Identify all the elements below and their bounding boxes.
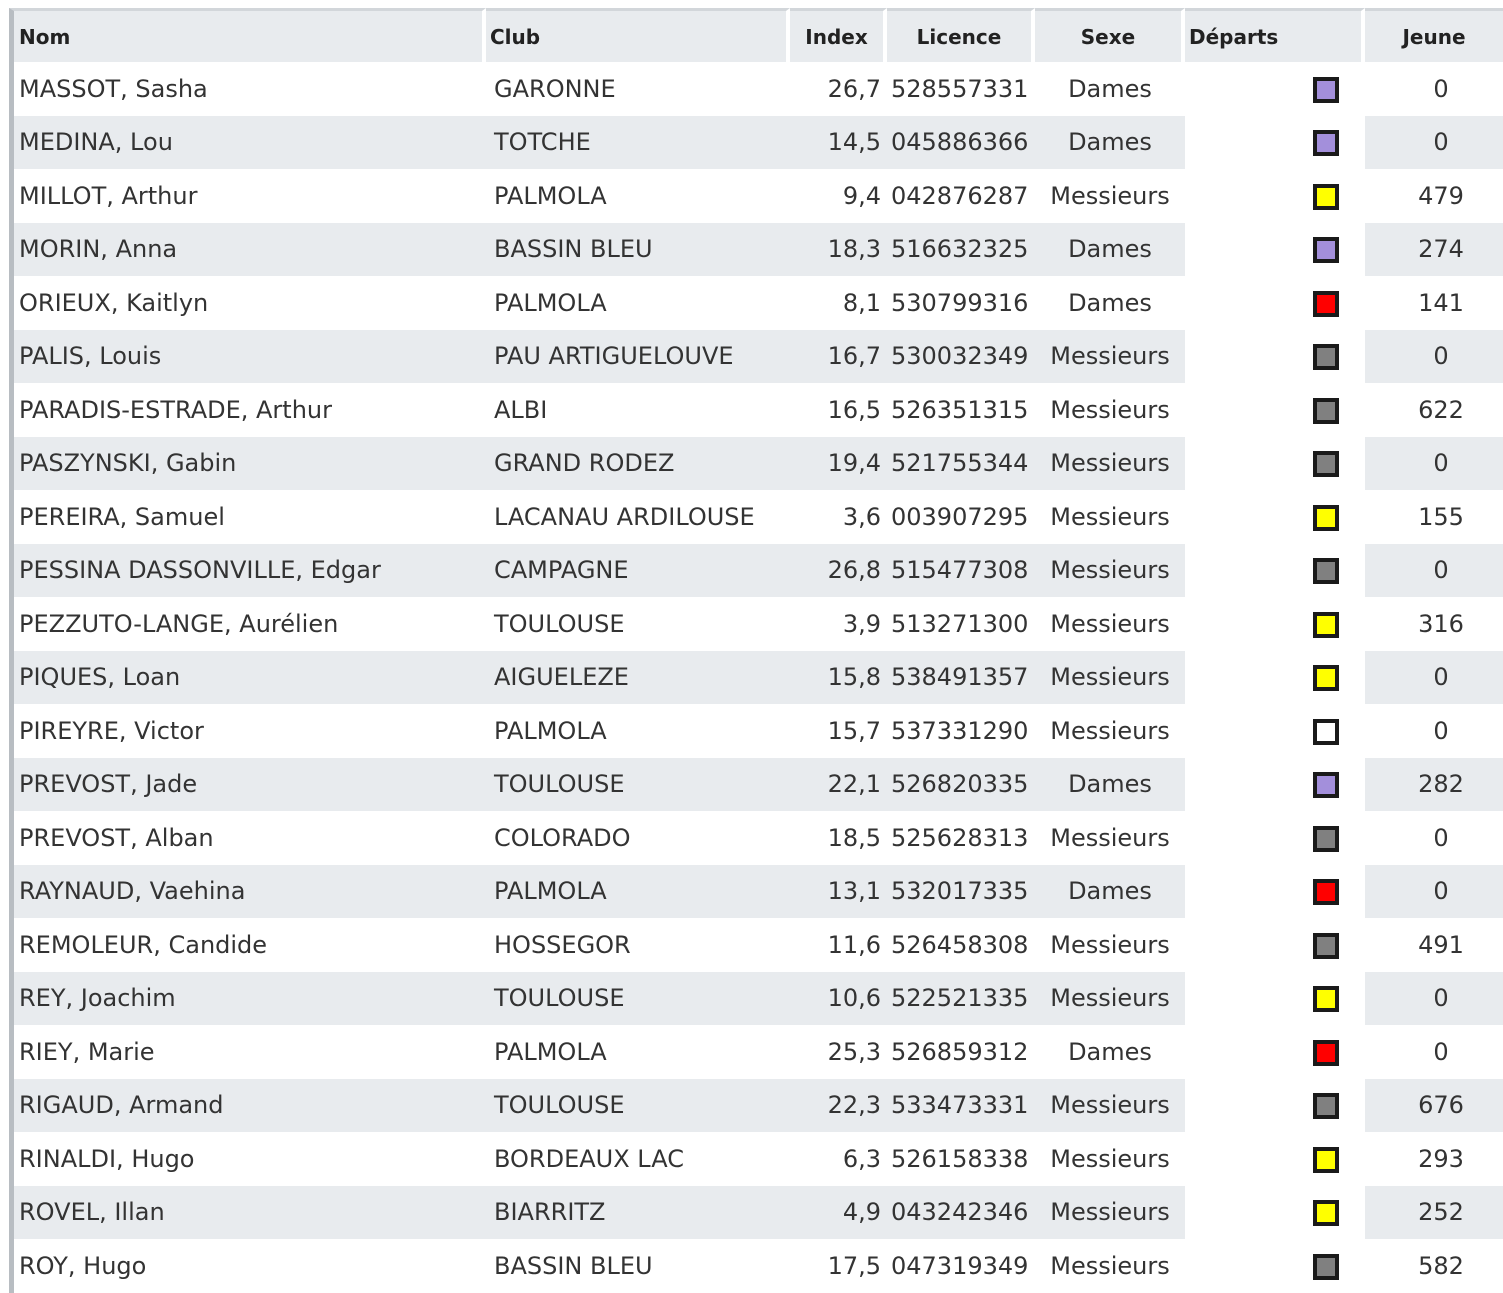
player-licence: 528557331 [891, 74, 1029, 103]
player-licence: 003907295 [891, 502, 1029, 531]
column-header-nom[interactable]: Nom [9, 8, 486, 62]
player-name: MORIN, Anna [9, 223, 486, 277]
player-club: PALMOLA [494, 181, 607, 210]
column-header-index[interactable]: Index [790, 8, 887, 62]
player-index: 22,3 [790, 1079, 887, 1133]
player-jeune: 0 [1365, 437, 1503, 491]
player-club: GARONNE [494, 74, 616, 103]
player-name: RAYNAUD, Vaehina [9, 865, 486, 919]
player-index: 17,5 [827, 1251, 881, 1280]
player-club: TOULOUSE [486, 972, 790, 1026]
players-table-container [9, 8, 1503, 1293]
player-sexe: Messieurs [1050, 181, 1170, 210]
player-depart [1185, 1079, 1365, 1133]
tee-color-swatch [1313, 1147, 1339, 1173]
player-licence: 516632325 [887, 223, 1035, 277]
table-body [9, 62, 1503, 1293]
player-sexe: Messieurs [1050, 823, 1170, 852]
player-index: 16,7 [790, 330, 887, 384]
player-name: RINALDI, Hugo [9, 1132, 486, 1186]
player-licence: 042876287 [891, 181, 1029, 210]
tee-color-swatch [1313, 612, 1339, 638]
player-jeune: 0 [1365, 865, 1503, 919]
player-club: PALMOLA [486, 865, 790, 919]
player-index: 15,8 [790, 651, 887, 705]
table-row[interactable] [9, 116, 1503, 170]
tee-color-swatch [1313, 451, 1339, 477]
player-index: 18,5 [827, 823, 881, 852]
player-depart [1185, 1025, 1365, 1079]
player-index: 6,3 [842, 1144, 881, 1173]
player-licence: 538491357 [887, 651, 1035, 705]
player-name: MASSOT, Sasha [9, 62, 486, 116]
player-club: CAMPAGNE [486, 544, 790, 598]
player-jeune: 274 [1365, 223, 1503, 277]
column-header-departs[interactable]: Départs [1185, 8, 1365, 62]
player-index: 3,6 [842, 502, 881, 531]
player-sexe: Messieurs [1035, 1079, 1185, 1133]
player-name: REMOLEUR, Candide [9, 918, 486, 972]
player-sexe: Dames [1068, 288, 1152, 317]
player-depart [1185, 918, 1365, 972]
player-licence: 043242346 [887, 1186, 1035, 1240]
players-table [9, 8, 1503, 1293]
player-depart [1185, 1239, 1365, 1293]
player-club: TOULOUSE [486, 1079, 790, 1133]
player-licence: 532017335 [887, 865, 1035, 919]
player-depart [1185, 490, 1365, 544]
player-jeune: 479 [1418, 181, 1464, 210]
player-club: BASSIN BLEU [486, 223, 790, 277]
player-sexe: Dames [1035, 758, 1185, 812]
player-sexe: Dames [1035, 223, 1185, 277]
player-sexe: Messieurs [1035, 330, 1185, 384]
tee-color-swatch [1313, 1040, 1339, 1066]
tee-color-swatch [1313, 826, 1339, 852]
player-jeune: 252 [1365, 1186, 1503, 1240]
player-jeune: 0 [1365, 544, 1503, 598]
player-licence: 530799316 [891, 288, 1029, 317]
player-sexe: Dames [1068, 1037, 1152, 1066]
player-club: BORDEAUX LAC [494, 1144, 684, 1173]
player-index: 14,5 [790, 116, 887, 170]
player-depart [1185, 651, 1365, 705]
player-depart [1185, 330, 1365, 384]
player-jeune: 0 [1433, 716, 1449, 745]
player-licence: 526158338 [891, 1144, 1029, 1173]
player-name: PEREIRA, Samuel [9, 490, 486, 544]
player-depart [1185, 116, 1365, 170]
player-jeune: 316 [1418, 609, 1464, 638]
table-row[interactable] [9, 276, 1503, 330]
tee-color-swatch [1313, 344, 1339, 370]
player-jeune: 676 [1365, 1079, 1503, 1133]
player-index: 15,7 [827, 716, 881, 745]
player-club: GRAND RODEZ [486, 437, 790, 491]
player-club: TOULOUSE [494, 609, 625, 638]
player-name: RIGAUD, Armand [9, 1079, 486, 1133]
player-jeune: 141 [1418, 288, 1464, 317]
player-index: 4,9 [790, 1186, 887, 1240]
player-jeune: 293 [1418, 1144, 1464, 1173]
player-name: PALIS, Louis [9, 330, 486, 384]
player-club: LACANAU ARDILOUSE [494, 502, 755, 531]
player-index: 18,3 [790, 223, 887, 277]
player-sexe: Dames [1035, 116, 1185, 170]
player-index: 22,1 [790, 758, 887, 812]
player-depart [1185, 1132, 1365, 1186]
player-licence: 047319349 [891, 1251, 1029, 1280]
player-index: 19,4 [790, 437, 887, 491]
player-club: PALMOLA [494, 716, 607, 745]
table-row[interactable] [9, 169, 1503, 223]
player-index: 26,7 [827, 74, 881, 103]
player-jeune: 0 [1365, 651, 1503, 705]
player-name: PIQUES, Loan [9, 651, 486, 705]
player-depart [1185, 276, 1365, 330]
player-licence: 526351315 [891, 395, 1029, 424]
table-row[interactable] [9, 811, 1503, 865]
table-row[interactable] [9, 918, 1503, 972]
tee-color-swatch [1313, 130, 1339, 156]
player-sexe: Messieurs [1035, 544, 1185, 598]
player-depart [1185, 169, 1365, 223]
column-header-jeune[interactable]: Jeune [1365, 8, 1503, 62]
player-sexe: Messieurs [1035, 437, 1185, 491]
player-depart [1185, 544, 1365, 598]
tee-color-swatch [1313, 184, 1339, 210]
player-depart [1185, 597, 1365, 651]
player-sexe: Messieurs [1050, 395, 1170, 424]
table-row[interactable] [9, 972, 1503, 1026]
tee-color-swatch [1313, 1254, 1339, 1280]
column-header-licence[interactable]: Licence [887, 8, 1035, 62]
player-club: TOULOUSE [486, 758, 790, 812]
table-row[interactable] [9, 1025, 1503, 1079]
player-name: MILLOT, Arthur [9, 169, 486, 223]
player-depart [1185, 811, 1365, 865]
player-jeune: 282 [1365, 758, 1503, 812]
player-sexe: Messieurs [1050, 930, 1170, 959]
player-sexe: Messieurs [1050, 1144, 1170, 1173]
player-depart [1185, 62, 1365, 116]
table-header-row [9, 8, 1503, 62]
table-row[interactable] [9, 704, 1503, 758]
player-index: 16,5 [827, 395, 881, 424]
player-sexe: Dames [1068, 74, 1152, 103]
table-row[interactable] [9, 437, 1503, 491]
column-header-sexe[interactable]: Sexe [1035, 8, 1185, 62]
player-name: PREVOST, Alban [9, 811, 486, 865]
player-club: PAU ARTIGUELOUVE [486, 330, 790, 384]
tee-color-swatch [1313, 291, 1339, 317]
column-header-club[interactable]: Club [486, 8, 790, 62]
table-row[interactable] [9, 758, 1503, 812]
player-name: PASZYNSKI, Gabin [9, 437, 486, 491]
player-name: ROVEL, Illan [9, 1186, 486, 1240]
player-club: HOSSEGOR [494, 930, 631, 959]
player-depart [1185, 437, 1365, 491]
player-name: PREVOST, Jade [9, 758, 486, 812]
player-jeune: 491 [1418, 930, 1464, 959]
player-licence: 525628313 [891, 823, 1029, 852]
player-index: 9,4 [842, 181, 881, 210]
player-jeune: 0 [1433, 823, 1449, 852]
player-name: RIEY, Marie [9, 1025, 486, 1079]
player-club: AIGUELEZE [486, 651, 790, 705]
table-row[interactable] [9, 1079, 1503, 1133]
tee-color-swatch [1313, 1200, 1339, 1226]
player-licence: 045886366 [887, 116, 1035, 170]
tee-color-swatch [1313, 986, 1339, 1012]
player-licence: 526859312 [891, 1037, 1029, 1066]
player-club: PALMOLA [494, 1037, 607, 1066]
player-depart [1185, 704, 1365, 758]
player-depart [1185, 383, 1365, 437]
player-index: 25,3 [827, 1037, 881, 1066]
tee-color-swatch [1313, 558, 1339, 584]
player-name: ROY, Hugo [9, 1239, 486, 1293]
table-row[interactable] [9, 1132, 1503, 1186]
player-licence: 530032349 [887, 330, 1035, 384]
player-sexe: Messieurs [1035, 1186, 1185, 1240]
player-depart [1185, 972, 1365, 1026]
table-row[interactable] [9, 1239, 1503, 1293]
player-sexe: Messieurs [1050, 502, 1170, 531]
player-club: BIARRITZ [486, 1186, 790, 1240]
table-row[interactable] [9, 330, 1503, 384]
player-club: COLORADO [494, 823, 631, 852]
player-depart [1185, 865, 1365, 919]
player-jeune: 582 [1418, 1251, 1464, 1280]
player-club: TOTCHE [486, 116, 790, 170]
player-index: 26,8 [790, 544, 887, 598]
player-jeune: 0 [1433, 74, 1449, 103]
player-licence: 533473331 [887, 1079, 1035, 1133]
table-row[interactable] [9, 223, 1503, 277]
player-index: 13,1 [790, 865, 887, 919]
tee-color-swatch [1313, 398, 1339, 424]
table-row[interactable] [9, 865, 1503, 919]
table-row[interactable] [9, 62, 1503, 116]
player-licence: 526820335 [887, 758, 1035, 812]
player-club: PALMOLA [494, 288, 607, 317]
tee-color-swatch [1313, 933, 1339, 959]
tee-color-swatch [1313, 879, 1339, 905]
player-jeune: 0 [1433, 1037, 1449, 1066]
player-club: ALBI [494, 395, 548, 424]
player-sexe: Dames [1035, 865, 1185, 919]
player-index: 3,9 [842, 609, 881, 638]
table-row[interactable] [9, 1186, 1503, 1240]
table-row[interactable] [9, 383, 1503, 437]
tee-color-swatch [1313, 719, 1339, 745]
player-licence: 526458308 [891, 930, 1029, 959]
tee-color-swatch [1313, 505, 1339, 531]
player-licence: 515477308 [887, 544, 1035, 598]
table-row[interactable] [9, 544, 1503, 598]
table-row[interactable] [9, 597, 1503, 651]
player-licence: 521755344 [887, 437, 1035, 491]
player-sexe: Messieurs [1035, 651, 1185, 705]
table-row[interactable] [9, 490, 1503, 544]
player-sexe: Messieurs [1050, 609, 1170, 638]
player-jeune: 0 [1365, 116, 1503, 170]
player-jeune: 0 [1365, 330, 1503, 384]
player-jeune: 0 [1365, 972, 1503, 1026]
player-sexe: Messieurs [1050, 716, 1170, 745]
player-depart [1185, 1186, 1365, 1240]
tee-color-swatch [1313, 665, 1339, 691]
player-index: 11,6 [827, 930, 881, 959]
player-licence: 513271300 [891, 609, 1029, 638]
player-jeune: 155 [1418, 502, 1464, 531]
tee-color-swatch [1313, 237, 1339, 263]
player-licence: 522521335 [887, 972, 1035, 1026]
player-sexe: Messieurs [1050, 1251, 1170, 1280]
player-name: REY, Joachim [9, 972, 486, 1026]
player-sexe: Messieurs [1035, 972, 1185, 1026]
player-jeune: 622 [1418, 395, 1464, 424]
player-index: 10,6 [790, 972, 887, 1026]
player-index: 8,1 [842, 288, 881, 317]
player-club: BASSIN BLEU [494, 1251, 653, 1280]
player-name: MEDINA, Lou [9, 116, 486, 170]
player-name: PEZZUTO-LANGE, Aurélien [9, 597, 486, 651]
player-licence: 537331290 [891, 716, 1029, 745]
player-name: PARADIS-ESTRADE, Arthur [9, 383, 486, 437]
player-depart [1185, 758, 1365, 812]
tee-color-swatch [1313, 77, 1339, 103]
player-name: PESSINA DASSONVILLE, Edgar [9, 544, 486, 598]
player-name: ORIEUX, Kaitlyn [9, 276, 486, 330]
tee-color-swatch [1313, 772, 1339, 798]
player-depart [1185, 223, 1365, 277]
tee-color-swatch [1313, 1093, 1339, 1119]
table-row[interactable] [9, 651, 1503, 705]
player-name: PIREYRE, Victor [9, 704, 486, 758]
